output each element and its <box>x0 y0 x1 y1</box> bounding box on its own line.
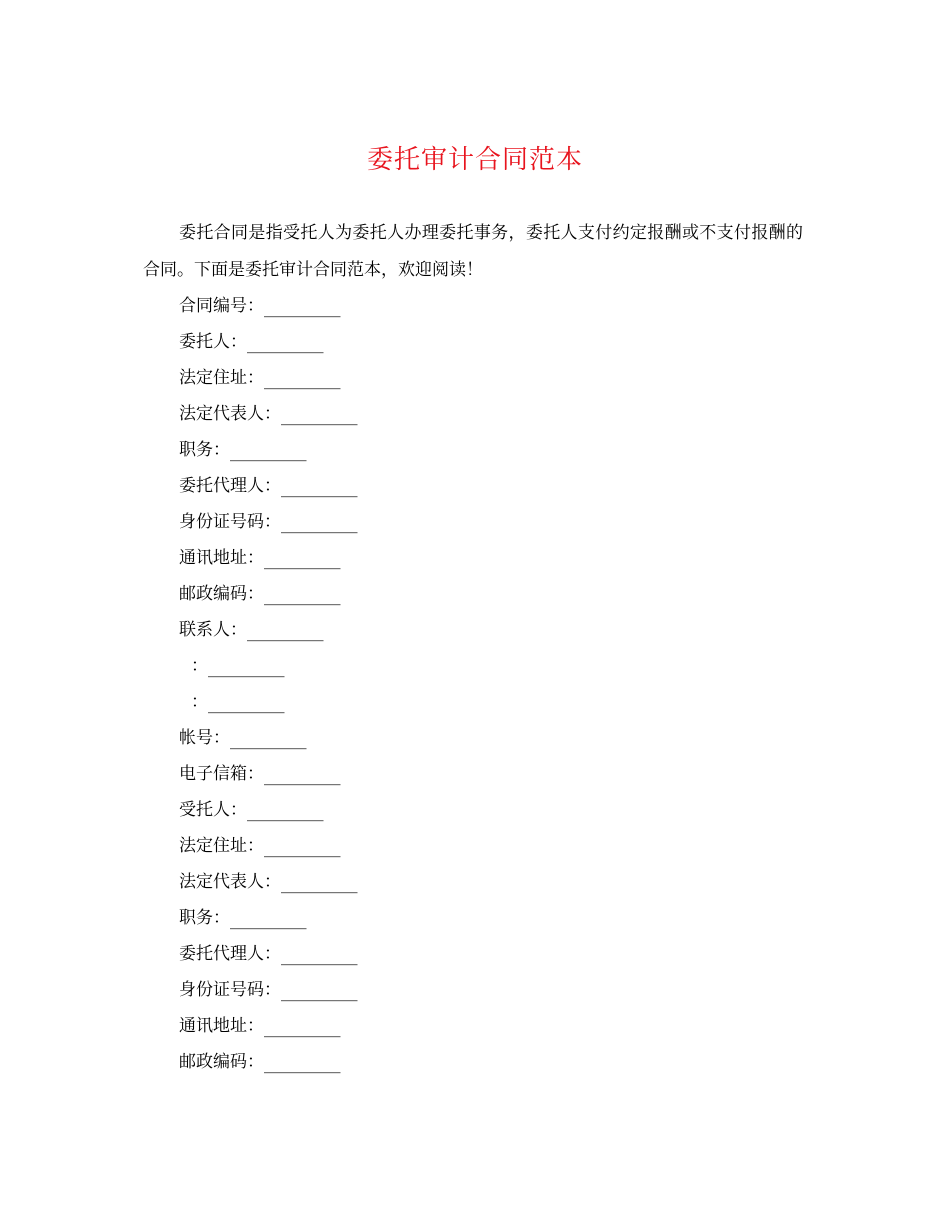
field-email <box>179 756 799 792</box>
field-label: 电子信箱： <box>179 764 264 784</box>
field-blank: _________ <box>281 514 358 534</box>
intro-paragraph: 委托合同是指受托人为委托人办理委托事务，委托人支付约定报酬或不支付报酬的合同。下面是委托审计合同范本，欢迎阅读！ <box>143 223 803 280</box>
field-blank: _________ <box>247 334 324 354</box>
field-account-number <box>179 720 799 756</box>
field-label: 法定住址： <box>179 368 264 388</box>
field-blank: _________ <box>230 730 307 750</box>
field-label: 委托人： <box>179 332 247 352</box>
field-blank: _________ <box>264 1018 341 1038</box>
field-blank: _________ <box>264 298 341 318</box>
field-blank: _________ <box>247 802 324 822</box>
field-blank: _________ <box>281 406 358 426</box>
field-label: 合同编号： <box>179 296 264 316</box>
field-blank: _________ <box>247 622 324 642</box>
field-label: ： <box>191 656 208 676</box>
field-label: 职务： <box>179 440 230 460</box>
field-blank: _________ <box>264 550 341 570</box>
field-principal-contact <box>179 612 799 648</box>
contract-fields-list <box>179 288 799 1080</box>
field-blank: _________ <box>208 658 285 678</box>
field-blank: _________ <box>281 478 358 498</box>
field-blank: _________ <box>264 586 341 606</box>
field-blank: _________ <box>264 838 341 858</box>
field-blank: _________ <box>230 442 307 462</box>
field-principal-id-number <box>179 504 799 540</box>
field-trustee-agent <box>179 936 799 972</box>
field-blank: _________ <box>264 370 341 390</box>
field-principal-postcode <box>179 576 799 612</box>
field-trustee-legal-rep <box>179 864 799 900</box>
field-label: ： <box>191 692 208 712</box>
field-label: 法定代表人： <box>179 872 281 892</box>
field-label: 邮政编码： <box>179 584 264 604</box>
document-title: 委托审计合同范本 <box>366 145 583 175</box>
field-label: 邮政编码： <box>179 1052 264 1072</box>
field-trustee-mail-address <box>179 1008 799 1044</box>
field-trustee <box>179 792 799 828</box>
field-trustee-position <box>179 900 799 936</box>
field-label: 法定住址： <box>179 836 264 856</box>
field-blank: _________ <box>281 946 358 966</box>
field-contract-number <box>179 288 799 324</box>
field-label: 帐号： <box>179 728 230 748</box>
field-trustee-id-number <box>179 972 799 1008</box>
field-principal-agent <box>179 468 799 504</box>
field-blank: _________ <box>281 982 358 1002</box>
field-label: 职务： <box>179 908 230 928</box>
field-blank: _________ <box>264 1054 341 1074</box>
field-label: 法定代表人： <box>179 404 281 424</box>
field-label: 身份证号码： <box>179 980 281 1000</box>
field-label: 委托代理人： <box>179 944 281 964</box>
field-unlabeled-2 <box>179 684 799 720</box>
field-label: 通讯地址： <box>179 1016 264 1036</box>
field-unlabeled-1 <box>179 648 799 684</box>
field-label: 身份证号码： <box>179 512 281 532</box>
field-label: 委托代理人： <box>179 476 281 496</box>
field-principal <box>179 324 799 360</box>
field-blank: _________ <box>230 910 307 930</box>
field-principal-position <box>179 432 799 468</box>
field-blank: _________ <box>208 694 285 714</box>
field-principal-legal-rep <box>179 396 799 432</box>
field-principal-mail-address <box>179 540 799 576</box>
field-label: 联系人： <box>179 620 247 640</box>
field-trustee-address <box>179 828 799 864</box>
field-blank: _________ <box>281 874 358 894</box>
field-label: 通讯地址： <box>179 548 264 568</box>
field-blank: _________ <box>264 766 341 786</box>
field-principal-address <box>179 360 799 396</box>
field-label: 受托人： <box>179 800 247 820</box>
field-trustee-postcode <box>179 1044 799 1080</box>
